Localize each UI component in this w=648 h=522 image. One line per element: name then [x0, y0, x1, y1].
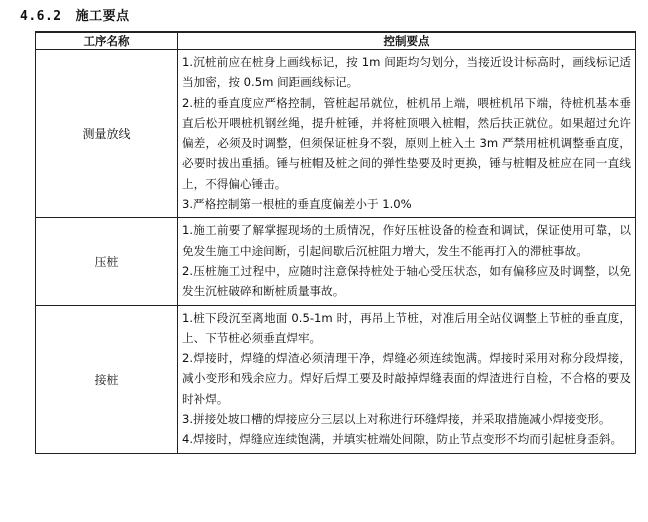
process-name: 接桩: [36, 305, 178, 453]
control-point: 2.焊接时，焊缝的焊渣必须清理干净，焊缝必须连续饱满。焊接时采用对称分段焊接，减小变形和残余应力。焊好后焊工要及时敲掉焊缝表面的焊渣进行自检，不合格的要及时补焊。: [182, 351, 631, 406]
control-points-cell: [178, 218, 636, 305]
table-row: [36, 218, 636, 305]
control-points-cell: [178, 305, 636, 453]
process-name: 压桩: [36, 218, 178, 305]
control-point: 2.桩的垂直度应严格控制，管桩起吊就位，桩机吊上端，喂桩机吊下端，待桩机基本垂直后松开喂桩机钢丝绳，提升桩锤，并将桩顶喂入桩帽，然后扶正就位。如果超过允许偏差，必须及时调整，但须保证桩身不裂，原则上桩入土 3m 严禁用桩机调整垂直度，必要时拔出重插。锤与桩帽及桩之间的弹性垫要及时更换，锤与桩帽及桩应在同一直线上，不得偏心锤击。: [182, 95, 631, 191]
header-control-points: 控制要点: [178, 32, 636, 50]
control-points-cell: [178, 50, 636, 218]
control-point: 1.沉桩前应在桩身上画线标记，按 1m 间距均匀划分，当接近设计标高时，画线标记适当加密，按 0.5m 间距画线标记。: [182, 55, 631, 90]
control-point: 2.压桩施工过程中，应随时注意保持桩处于轴心受压状态，如有偏移应及时调整，以免发生沉桩破碎和断桩质量事故。: [182, 263, 631, 299]
section-number: 4.6.2: [20, 9, 62, 24]
control-point: 1.施工前要了解掌握现场的土质情况，作好压桩设备的检查和调试，保证使用可靠，以免发生施工中途间断，引起间歇后沉桩阻力增大，发生不能再打入的滞桩事故。: [182, 223, 631, 258]
table-row: [36, 50, 636, 218]
header-process-name: 工序名称: [36, 32, 178, 50]
control-point: 1.桩下段沉至离地面 0.5-1m 时，再吊上节桩，对准后用全站仪调整上节桩的垂直度，上、下节桩必须垂直焊牢。: [182, 310, 631, 345]
control-point: 3.拼接处坡口槽的焊接应分三层以上对称进行环缝焊接，并采取措施减小焊接变形。: [182, 412, 611, 427]
process-name: 测量放线: [36, 50, 178, 218]
section-title: 施工要点: [75, 9, 130, 24]
table-header-row: [36, 32, 636, 50]
section-heading: [20, 5, 130, 24]
construction-points-table: [35, 31, 636, 454]
control-point: 3.严格控制第一根桩的垂直度偏差小于 1.0%: [182, 197, 412, 212]
table-row: [36, 305, 636, 453]
control-point: 4.焊接时，焊缝应连续饱满，并填实桩端处间隙，防止节点变形不均而引起桩身歪斜。: [182, 432, 623, 447]
